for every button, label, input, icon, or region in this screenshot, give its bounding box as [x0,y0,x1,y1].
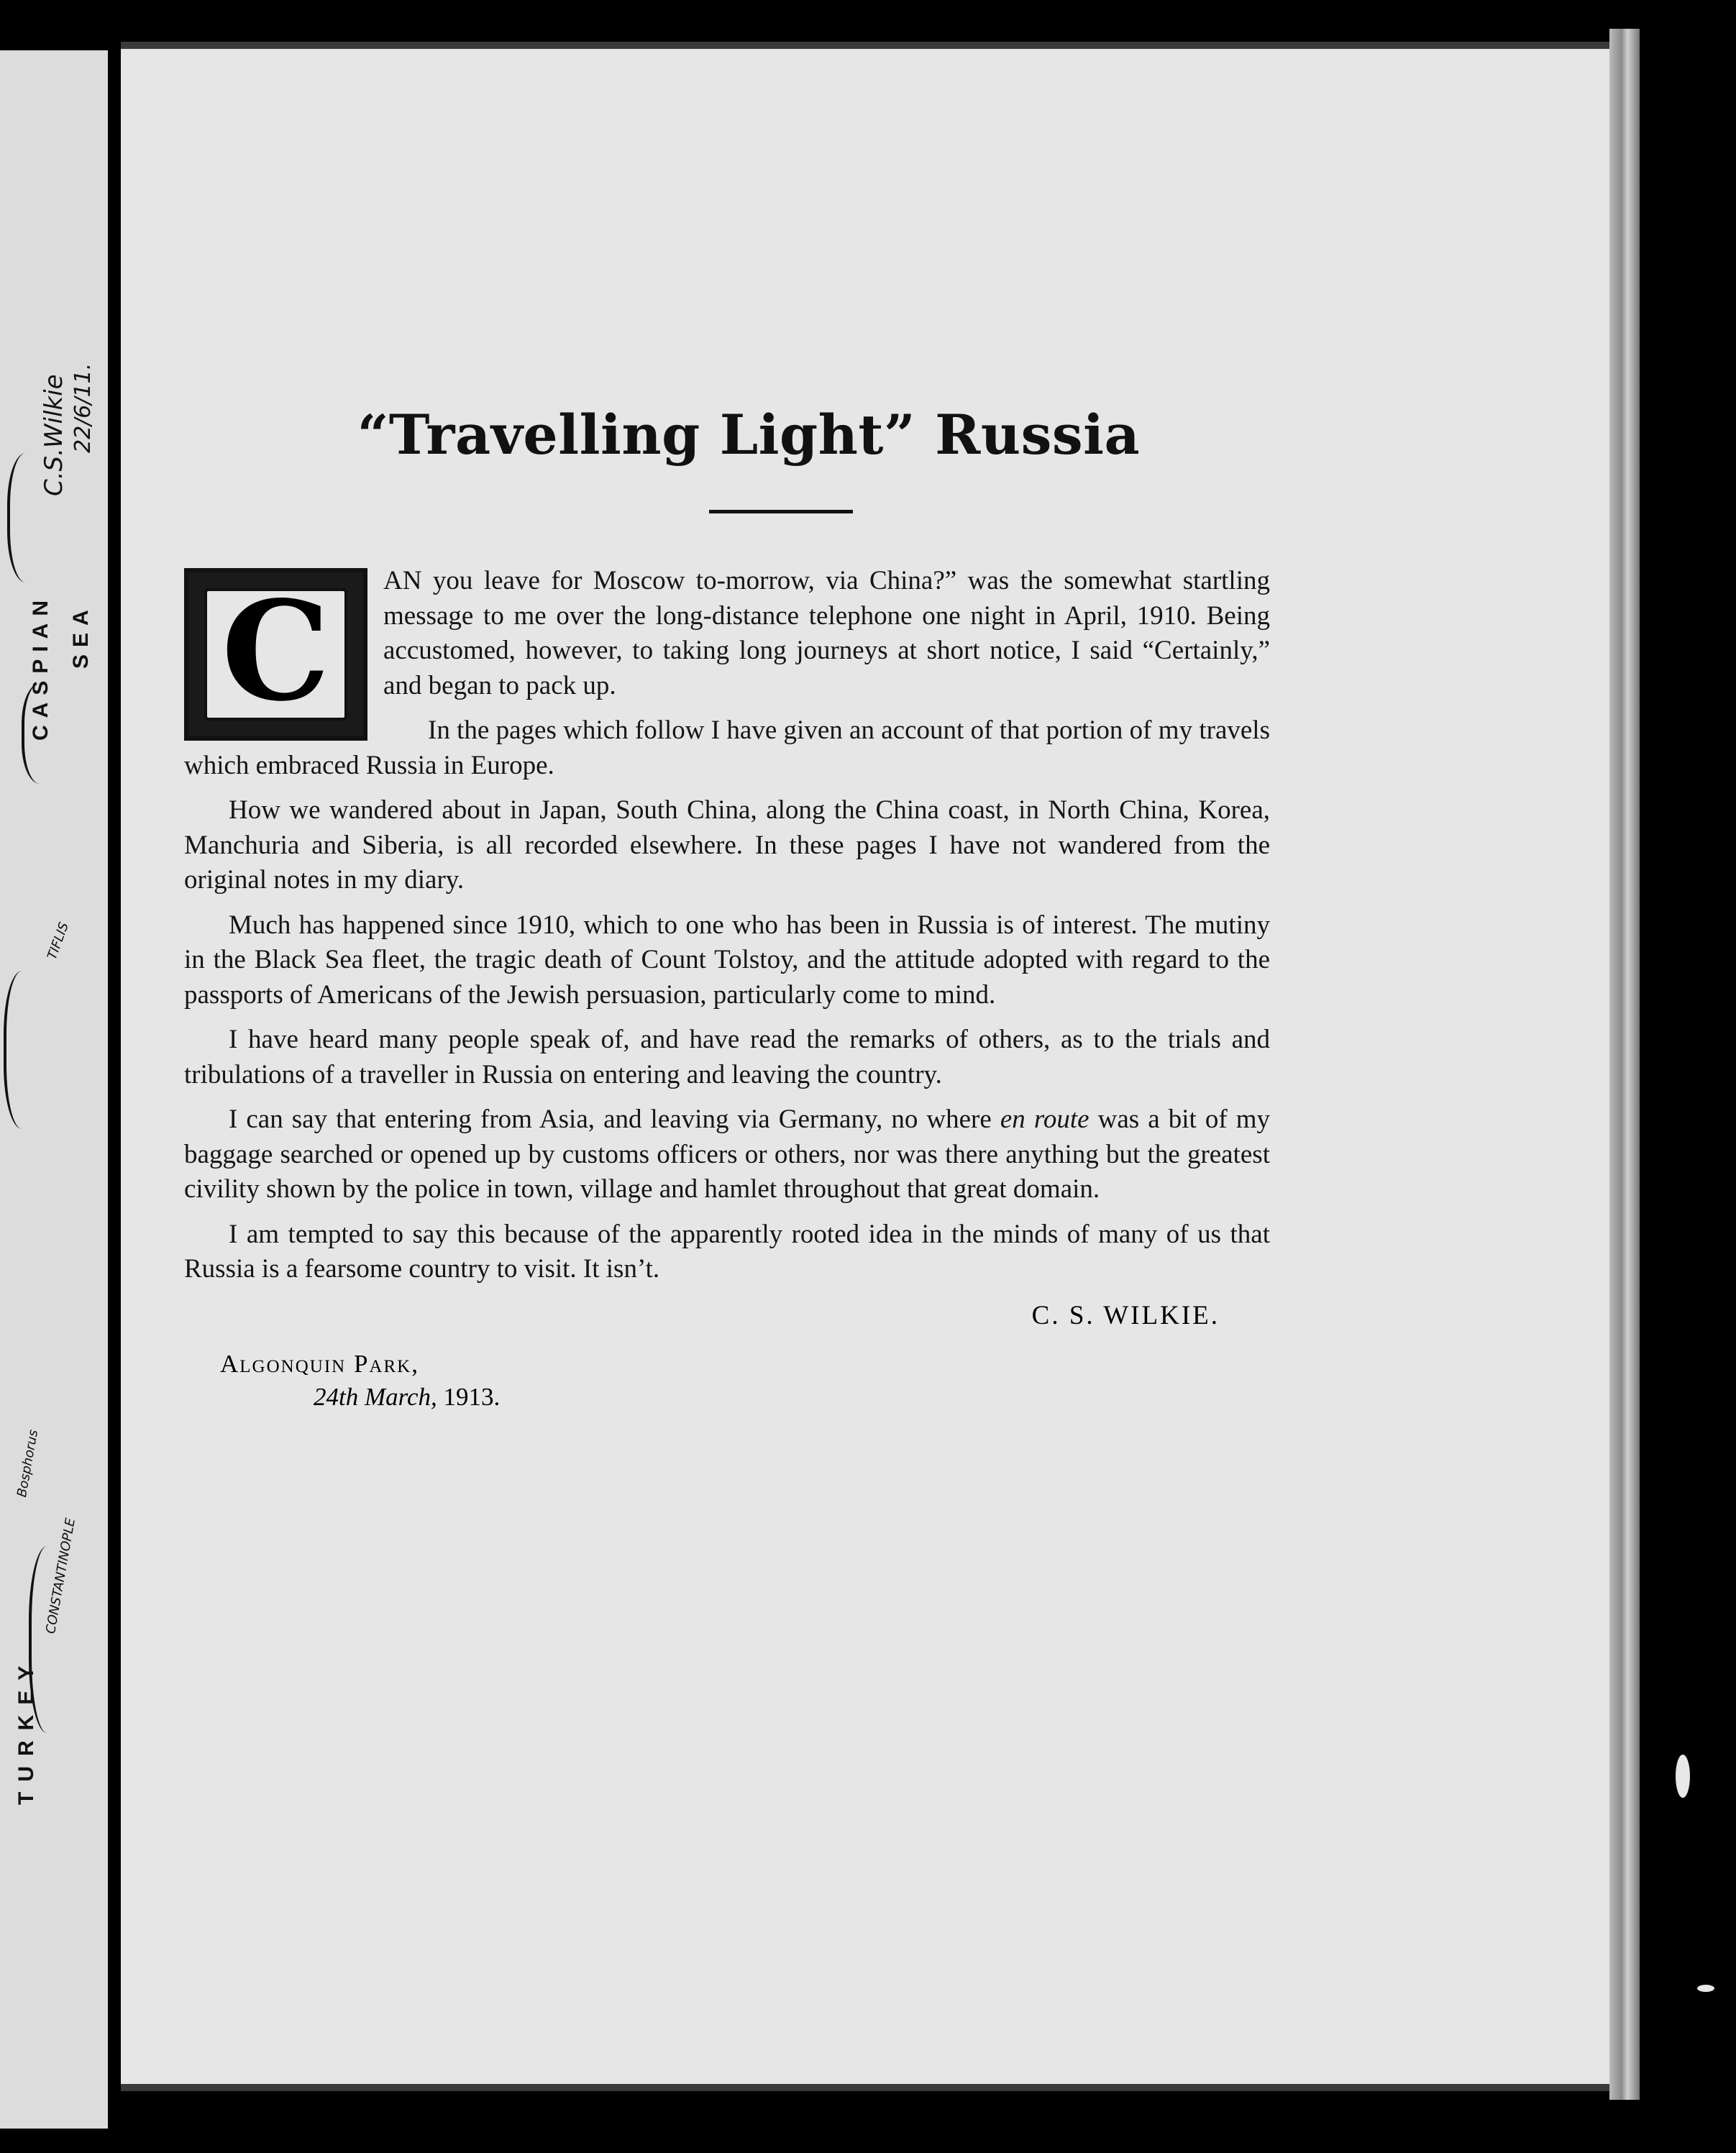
page-content [184,403,1270,1412]
body-text [184,564,1270,1287]
paragraph: How we wandered about in Japan, South China, along the China coast, in North China, Korea, Manchuria and Siberia, is all recorded elsewhere. In these pages I have not wandered from the original notes in my diary. [184,795,1270,895]
paragraph-text: AN you leave for Moscow to-morrow, via China?” was the somewhat startling message to me over the long-distance telephone one night in April, 1910. Being accustomed, however, to taking long journeys at short notice, I said “Certainly,” and began to pack up. [383,566,1270,700]
page-title: “Travelling Light” Russia [357,403,1141,467]
map-handwritten-date: 22/6/11. [70,362,96,453]
map-label-constantinople: CONSTANTINOPLE [43,1517,78,1635]
paragraph: Much has happened since 1910, which to one who has been in Russia is of interest. The mutiny in the Black Sea fleet, the tragic death of Count Tolstoy, and the attitude adopted with regard to the passports of Americans of the Jewish persuasion, particularly come to mind. [184,910,1270,1010]
ornamental-dropcap [184,568,367,741]
page-edge [1609,29,1640,2100]
dropcap-frame [204,571,347,731]
paragraph: I have heard many people speak of, and have read the remarks of others, as to the trials and tribulations of a traveller in Russia on entering and leaving the country. [184,1025,1270,1089]
paragraph: I am tempted to say this because of the apparently rooted idea in the minds of many of us that Russia is a fearsome country to visit. It isn’t. [184,1219,1270,1284]
date-year: 1913. [443,1382,501,1411]
map-label-bosphorus: Bosphorus [14,1428,42,1499]
book-gutter [108,43,121,2129]
map-label-sea: SEA [69,603,93,669]
map-handwritten-name: C.S.Wilkie [40,374,68,496]
paragraph-text: I can say that entering from Asia, and leaving via Germany, no where [229,1105,992,1134]
paragraph-text: was a bit of my baggage searched or opened up by customs officers or others, nor was there anything but the greatest civility shown by the police in town, village and hamlet throughout that great domain. [184,1105,1271,1204]
title-rule [709,510,853,513]
italic-phrase: en route [1000,1105,1089,1134]
map-coastline [4,971,50,1129]
paragraph [184,564,1270,731]
dust-speck [1697,1985,1714,1992]
place-line: Algonquin Park, [220,1349,419,1378]
map-label-turkey: TURKEY [14,1655,38,1805]
map-label-tiflis: TIFLIS [45,920,73,962]
map-label-caspian: CASPIAN [29,593,52,741]
date-line [314,1383,1270,1412]
date-day-month: 24th March, [314,1382,437,1411]
dust-speck [1676,1755,1690,1798]
facing-page-map [0,50,112,2129]
dropcap-letter: C [221,571,331,731]
author-signature: C. S. WILKIE. [1031,1300,1220,1330]
paragraph: In the pages which follow I have given an account of that portion of my travels which embraced Russia in Europe. [184,716,1270,780]
paragraph [184,1102,1270,1207]
